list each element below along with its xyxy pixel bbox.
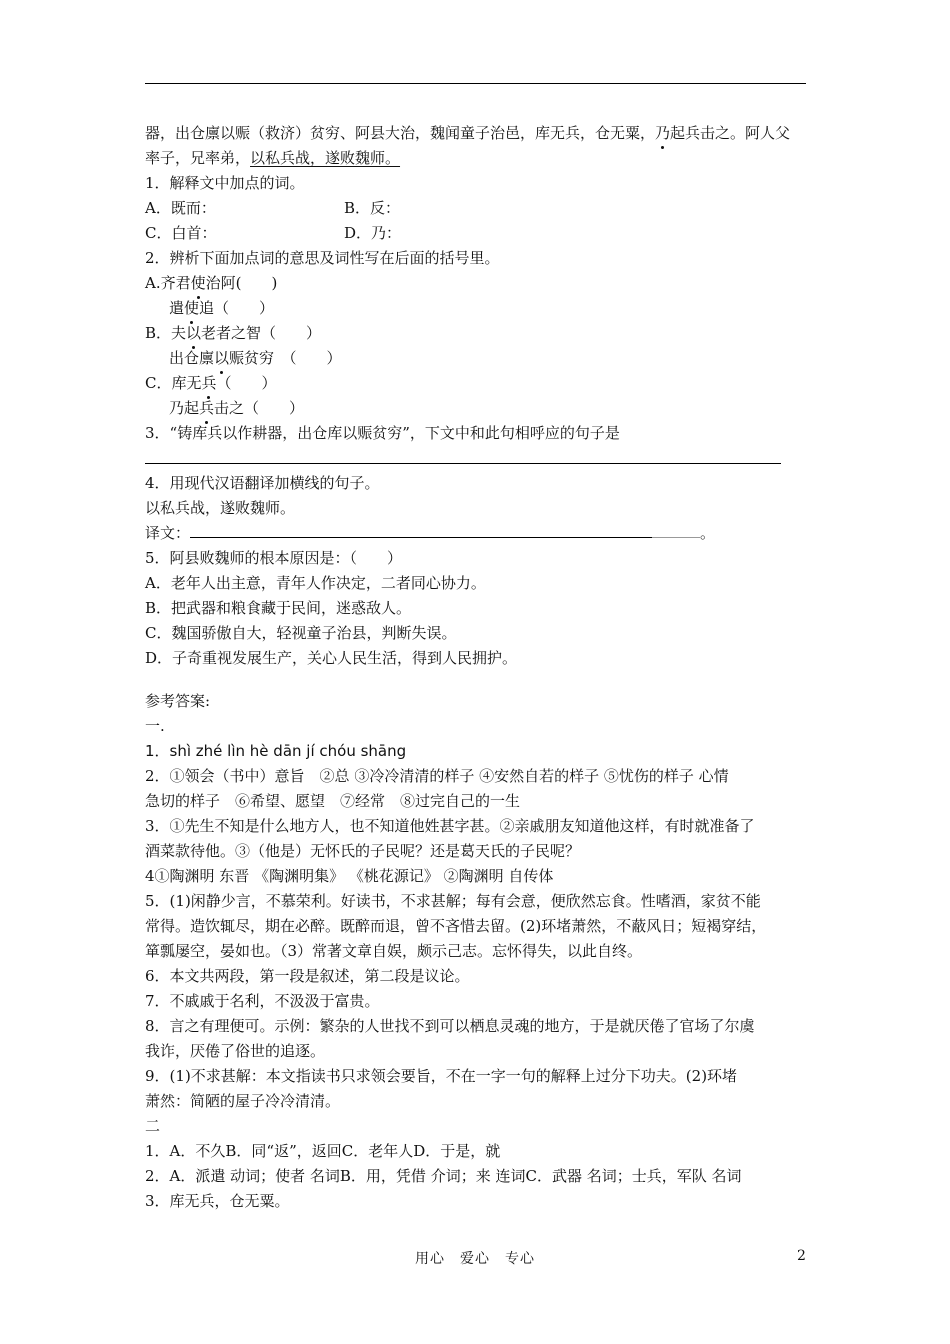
underlined-sentence: 以私兵战，遂败魏师。: [250, 149, 401, 167]
answers-heading: 参考答案:: [145, 692, 211, 710]
answer-3-line-1: 3．①先生不知是什么地方人，也不知道他姓甚字甚。②亲戚朋友知道他这样，有时就准备了: [145, 817, 755, 835]
answer-6: 6．本文共两段，第一段是叙述，第二段是议论。: [145, 967, 470, 985]
answer-2-1: 1．A．不久B．同“返”，返回C．老年人D．于是，就: [145, 1142, 501, 1160]
question-5-option-d: D．子奇重视发展生产，关心人民生活，得到人民拥护。: [145, 649, 518, 667]
answer-5-line-2: 常得。造饮辄尽，期在必醉。既醉而退，曾不吝惜去留。(2)环堵萧然，不蔽风日；短褐穿结，: [145, 917, 767, 935]
passage-line-2: 率子，兄率弟，以私兵战，遂败魏师。: [145, 149, 401, 167]
answer-8-line-1: 8．言之有理便可。示例：繁杂的人世找不到可以栖息灵魂的地方，于是就厌倦了官场了尔虞: [145, 1017, 755, 1035]
answer-9-line-2: 萧然：简陋的屋子冷冷清清。: [145, 1092, 341, 1110]
answer-8-line-2: 我诈，厌倦了俗世的追逐。: [145, 1042, 326, 1060]
answer-2-line-1: 2．①领会（书中）意旨 ②总 ③冷冷清清的样子 ④安然自若的样子 ⑤忧伤的样子 心情: [145, 767, 729, 785]
question-5-title: 5．阿县败魏师的根本原因是：（ ）: [145, 549, 403, 567]
document-body: [145, 121, 810, 1214]
page-footer: 用心 爱心 专心: [415, 1251, 535, 1267]
question-1-row-ab: A．既而： B．反：: [145, 199, 401, 217]
question-2-a1: A.齐君使治阿( ): [145, 271, 810, 296]
dotted-word: 乃: [655, 121, 670, 146]
question-2-c2: 乃起兵击之（ ）: [145, 396, 810, 421]
question-4-title: 4．用现代汉语翻译加横线的句子。: [145, 474, 380, 492]
answer-4: 4①陶渊明 东晋 《陶渊明集》 《桃花源记》 ②陶渊明 自传体: [145, 867, 554, 885]
question-2-a2: 遣使追（ ）: [145, 296, 810, 321]
answer-2-2: 2．A．派遣 动词；使者 名词B．用，凭借 介词；来 连词C．武器 名词；士兵，军队 名词: [145, 1167, 742, 1185]
question-5-option-a: A．老年人出主意，青年人作决定，二者同心协力。: [145, 574, 486, 592]
question-3-title: 3．“铸库兵以作耕器，出仓库以赈贫穷”，下文中和此句相呼应的句子是: [145, 424, 620, 442]
page-number: 2: [797, 1248, 806, 1264]
question-5-option-c: C．魏国骄傲自大，轻视童子治县，判断失误。: [145, 624, 457, 642]
answers-section-1: 一.: [145, 717, 165, 735]
question-2-c1: C．库无兵（ ）: [145, 371, 810, 396]
answer-5-line-1: 5．(1)闲静少言，不慕荣利。好读书，不求甚解；每有会意，便欣然忘食。性嗜酒，家贫不能: [145, 892, 761, 910]
translation-blank: [190, 521, 652, 538]
answer-2-line-2: 急切的样子 ⑥希望、愿望 ⑦经常 ⑧过完自己的一生: [145, 792, 521, 810]
passage-line-1: 器，出仓廪以赈（救济）贫穷、阿县大治，魏闻童子治邑，库无兵，仓无粟，乃起兵击之。阿人父: [145, 121, 810, 146]
question-5-option-b: B．把武器和粮食藏于民间，迷惑敌人。: [145, 599, 412, 617]
header-rule: [145, 83, 806, 84]
answer-5-line-3: 箪瓢屡空，晏如也。（3）常著文章自娱，颇示己志。忘怀得失，以此自终。: [145, 942, 643, 960]
answer-1: 1．shì zhé lìn hè dān jí chóu shāng: [145, 742, 407, 760]
answer-9-line-1: 9．(1)不求甚解：本文指读书只求领会要旨，不在一字一句的解释上过分下功夫。(2)环堵: [145, 1067, 738, 1085]
question-1-row-cd: C．白首： D．乃：: [145, 224, 402, 242]
question-1-title: 1．解释文中加点的词。: [145, 174, 305, 192]
answers-section-2: 二: [145, 1117, 161, 1135]
question-2-b2: 出仓廪以赈贫穷 （ ）: [145, 346, 810, 371]
question-4-translation: 译文： 。: [145, 521, 810, 546]
question-2-title: 2．辨析下面加点词的意思及词性写在后面的括号里。: [145, 249, 500, 267]
question-2-b1: B．夫以老者之智（ ）: [145, 321, 810, 346]
question-3-answer-line: [145, 446, 810, 471]
answer-2-3: 3．库无兵，仓无粟。: [145, 1192, 290, 1210]
answer-7: 7．不戚戚于名利，不汲汲于富贵。: [145, 992, 380, 1010]
answer-3-line-2: 酒菜款待他。③（他是）无怀氏的子民呢？还是葛天氏的子民呢？: [145, 842, 581, 860]
question-4-sentence: 以私兵战，遂败魏师。: [145, 499, 296, 517]
